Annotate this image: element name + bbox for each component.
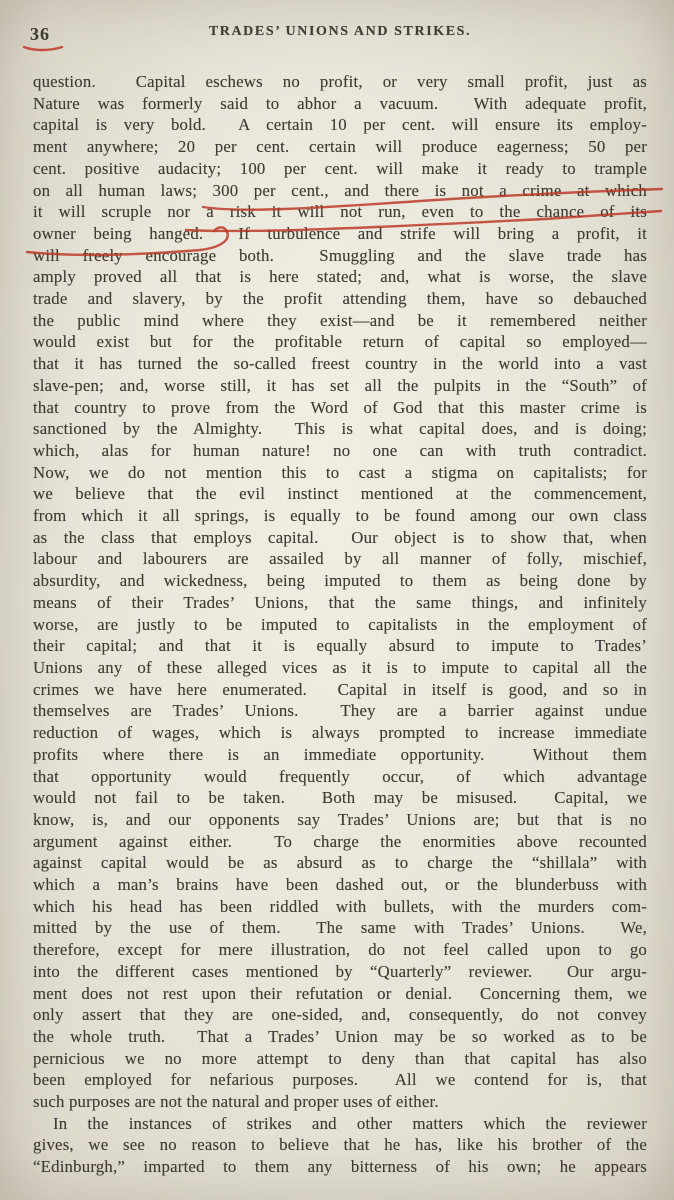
text-line: question. Capital eschews no profit, or very small profit, just as — [33, 72, 647, 91]
text-line: means of their Trades’ Unions, that the same things, and infinitely — [33, 592, 647, 612]
text-line: “Edinburgh,” imparted to them any bitterness of his own; he appears — [33, 1157, 647, 1177]
text-line: against capital would be as absurd as to charge the “shillala” with — [33, 853, 647, 873]
text-line: know, is, and our opponents say Trades’ Unions are; but that is no — [33, 809, 647, 829]
text-line: Now, we do not mention this to cast a stigma on capitalists; for — [33, 462, 647, 482]
page-header — [30, 24, 647, 48]
text-line: owner being hanged. If turbulence and strife will bring a profit, it — [33, 223, 647, 243]
text-line: argument against either. To charge the enormities above recounted — [33, 831, 647, 851]
text-line: that opportunity would frequently occur, of which advantage — [33, 766, 647, 786]
text-line: which his head has been riddled with bullets, with the murders com- — [33, 896, 647, 916]
text-line: cent. positive audacity; 100 per cent. will make it ready to trample — [33, 158, 647, 178]
text-line: only assert that they are one-sided, and, consequently, do not convey — [33, 1005, 647, 1025]
text-line: would not fail to be taken. Both may be misused. Capital, we — [33, 788, 647, 808]
text-line: labour and labourers are assailed by all manner of folly, mischief, — [33, 549, 647, 569]
running-title: TRADES’ UNIONS AND STRIKES. — [208, 24, 472, 39]
text-line: which a man’s brains have been dashed out, or the blunderbuss with — [33, 875, 647, 895]
text-line: into the different cases mentioned by “Quarterly” reviewer. Our argu- — [33, 961, 647, 981]
text-line: been employed for nefarious purposes. All we contend for is, that — [33, 1070, 647, 1090]
text-line: will freely encourage both. Smuggling and the slave trade has — [33, 245, 647, 265]
text-line: slave-pen; and, worse still, it has set all the pulpits in the “South” of — [33, 375, 647, 395]
text-line: we believe that the evil instinct mentioned at the commencement, — [33, 484, 647, 504]
text-line: as the class that employs capital. Our object is to show that, when — [33, 527, 647, 547]
text-line: Nature was formerly said to abhor a vacuum. With adequate profit, — [33, 93, 647, 113]
text-line: which, alas for human nature! no one can with truth contradict. — [33, 440, 647, 460]
page-number: 36 — [30, 24, 50, 44]
text-line: capital is very bold. A certain 10 per cent. will ensure its employ- — [33, 115, 647, 135]
text-line: amply proved all that is here stated; and, what is worse, the slave — [33, 267, 647, 287]
text-line: trade and slavery, by the profit attending them, have so debauched — [33, 289, 647, 309]
text-line: pernicious we no more attempt to deny than that capital has also — [33, 1048, 647, 1068]
text-line: sanctioned by the Almighty. This is what capital does, and is doing; — [33, 419, 647, 439]
text-line: Unions any of these alleged vices as it is to impute to capital all the — [33, 657, 647, 677]
text-line: reduction of wages, which is always prompted to increase immediate — [33, 723, 647, 743]
text-line: profits where there is an immediate opportunity. Without them — [33, 744, 647, 764]
text-line: it will scruple nor a risk it will not run, even to the chance of its — [33, 202, 647, 222]
text-line: ment anywhere; 20 per cent. certain will produce eagerness; 50 per — [33, 137, 647, 157]
text-line: that it has turned the so-called freest country in the world into a vast — [33, 354, 647, 374]
text-line: on all human laws; 300 per cent., and there is not a crime at which — [33, 180, 647, 200]
text-line: their capital; and that it is equally absurd to impute to Trades’ — [33, 636, 647, 656]
text-line: the public mind where they exist—and be it remembered neither — [33, 310, 647, 330]
text-line: gives, we see no reason to believe that he has, like his brother of the — [33, 1135, 647, 1155]
text-line: crimes we have here enumerated. Capital in itself is good, and so in — [33, 679, 647, 699]
text-line: the whole truth. That a Trades’ Union may be so worked as to be — [33, 1026, 647, 1046]
text-line: themselves are Trades’ Unions. They are a barrier against undue — [33, 701, 647, 721]
text-line: such purposes are not the natural and proper uses of either. — [33, 1092, 439, 1112]
text-line: absurdity, and wickedness, being imputed to them as being done by — [33, 571, 647, 591]
text-line: worse, are justly to be imputed to capitalists in the employment of — [33, 614, 647, 634]
text-line: In the instances of strikes and other matters which the reviewer — [53, 1113, 647, 1133]
text-line: ment does not rest upon their refutation or denial. Concerning them, we — [33, 983, 647, 1003]
text-line: mitted by the use of them. The same with Trades’ Unions. We, — [33, 918, 647, 938]
text-line: from which it all springs, is equally to be found among our own class — [33, 506, 647, 526]
text-line: that country to prove from the Word of God that this master crime is — [33, 397, 647, 417]
text-line: would exist but for the profitable return of capital so employed— — [33, 332, 647, 352]
page-body-text — [33, 71, 647, 1178]
text-line: therefore, except for mere illustration, do not feel called upon to go — [33, 940, 647, 960]
